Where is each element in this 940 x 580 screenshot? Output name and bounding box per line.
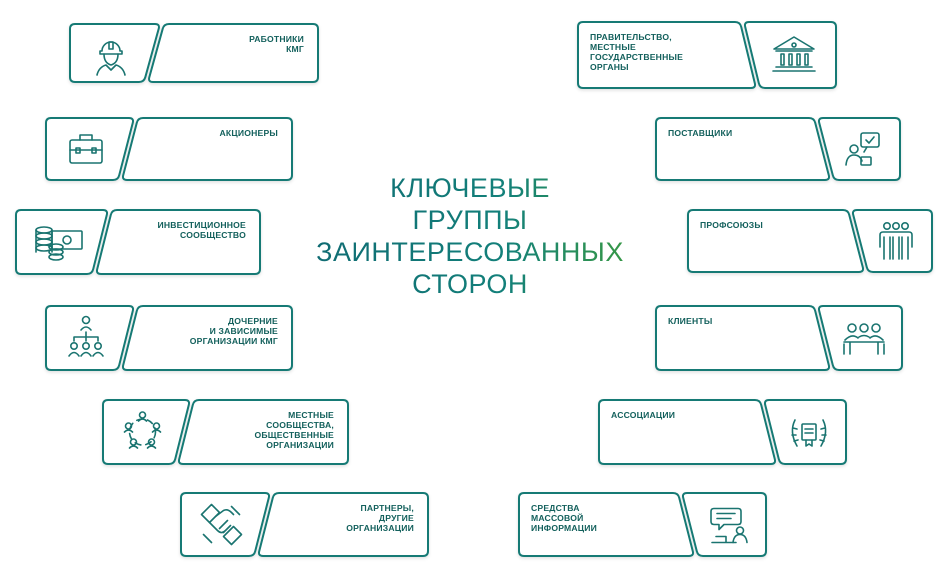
card-suppliers-icon-panel: [819, 118, 900, 180]
title-line-3: ЗАИНТЕРЕСОВАННЫХ: [316, 237, 624, 267]
right-group-label-associations: АССОЦИАЦИИ: [611, 410, 676, 420]
right-group-label-mass-media: СРЕДСТВА МАССОВОЙ ИНФОРМАЦИИ: [531, 503, 598, 533]
card-clients-icon-panel: [819, 306, 902, 370]
left-group-label-shareholders: АКЦИОНЕРЫ: [219, 128, 278, 138]
card-shareholders-icon-panel: [46, 118, 133, 180]
title-line-1: КЛЮЧЕВЫЕ: [390, 173, 550, 203]
diagram-title: [300, 172, 640, 300]
right-group-label-trade-unions: ПРОФСОЮЗЫ: [700, 220, 763, 230]
title-line-2: ГРУППЫ: [412, 205, 528, 235]
card-partners-icon-panel: [181, 493, 269, 556]
card-local-communities-icon-panel: [103, 400, 189, 464]
right-group-label-government: ПРАВИТЕЛЬСТВО, МЕСТНЫЕ ГОСУДАРСТВЕННЫЕ ОРГАНЫ: [590, 32, 684, 72]
title-line-4: СТОРОН: [412, 269, 528, 299]
right-group-label-clients: КЛИЕНТЫ: [668, 316, 713, 326]
card-associations-icon-panel: [765, 400, 846, 464]
left-group-label-partners: ПАРТНЕРЫ, ДРУГИЕ ОРГАНИЗАЦИИ: [346, 503, 414, 533]
card-subsidiaries-icon-panel: [46, 306, 133, 370]
card-investment-community-icon-panel: [16, 210, 107, 274]
card-government-icon-panel: [745, 22, 836, 88]
right-group-label-suppliers: ПОСТАВЩИКИ: [668, 128, 733, 138]
left-group-label-workers: РАБОТНИКИ КМГ: [249, 34, 304, 54]
left-group-label-subsidiaries: ДОЧЕРНИЕ И ЗАВИСИМЫЕ ОРГАНИЗАЦИИ КМГ: [189, 316, 278, 346]
left-group-label-investment-community: ИНВЕСТИЦИОННОЕ СООБЩЕСТВО: [157, 220, 246, 240]
left-group-label-local-communities: МЕСТНЫЕ СООБЩЕСТВА, ОБЩЕСТВЕННЫЕ ОРГАНИЗАЦИИ: [254, 410, 334, 450]
card-workers-icon-panel: [70, 24, 159, 82]
